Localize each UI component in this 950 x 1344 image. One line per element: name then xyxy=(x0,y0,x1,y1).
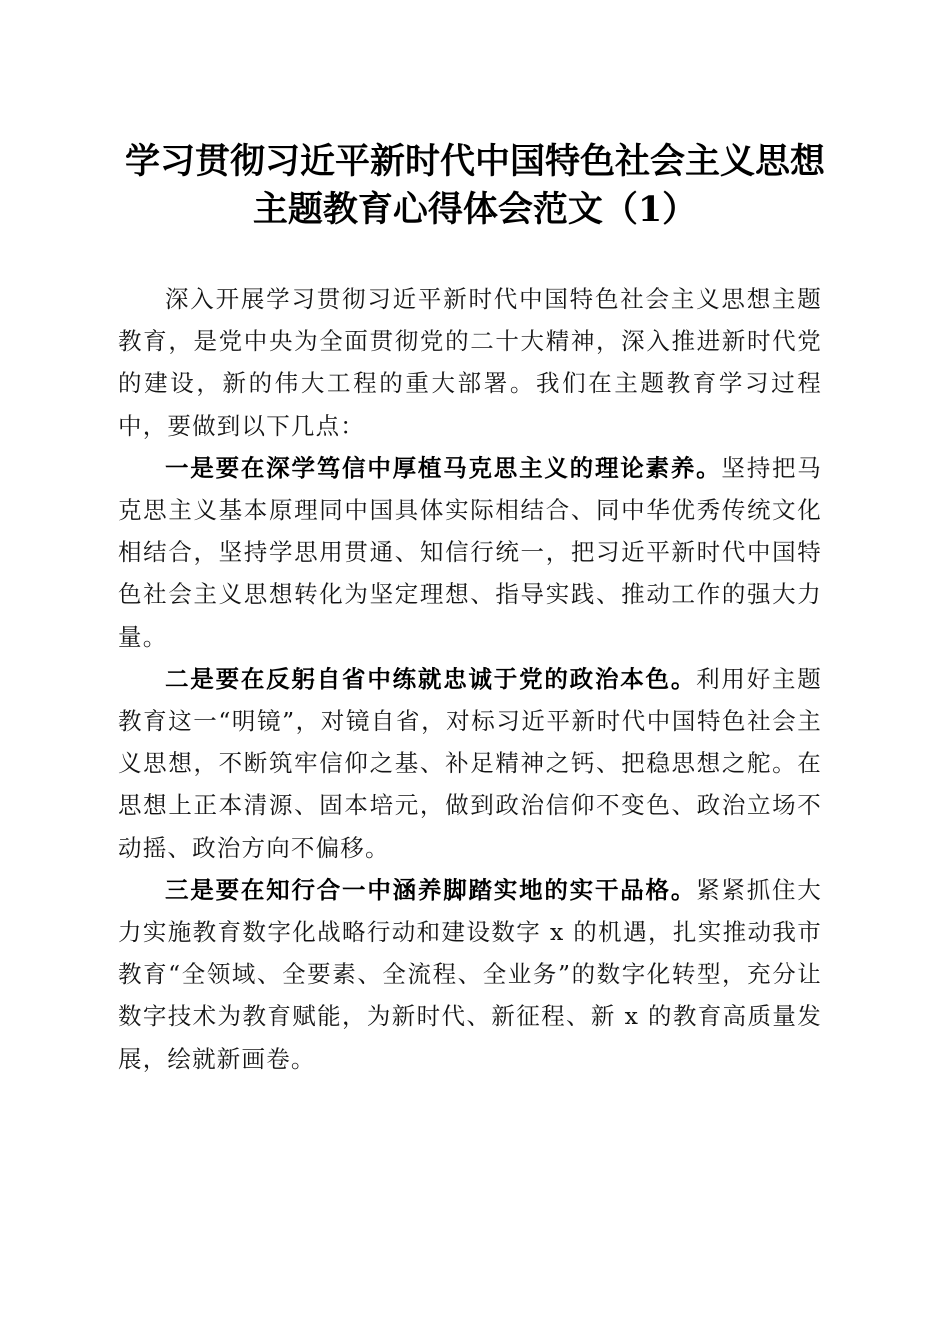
paragraph-lead: 三是要在知行合一中涵养脚踏实地的实干品格。 xyxy=(165,875,697,904)
paragraph-point-1 xyxy=(118,447,822,658)
paragraph-text: 利用好主题教育这一“明镜”，对镜自省，对标习近平新时代中国特色社会主义思想，不断筑牢信仰之基、补足精神之钙、把稳思想之舵。在思想上正本清源、固本培元，做到政治信仰不变色、政治立场不动摇、政治方向不偏移。 xyxy=(118,664,823,862)
paragraph-lead: 二是要在反躬自省中练就忠诚于党的政治本色。 xyxy=(165,664,697,693)
title-line-1: 学习贯彻习近平新时代中国特色社会主义思想 xyxy=(124,141,825,182)
paragraph-point-2 xyxy=(118,658,822,869)
paragraph-text: 坚持把马克思主义基本原理同中国具体实际相结合、同中华优秀传统文化相结合，坚持学思用贯通、知信行统一，把习近平新时代中国特色社会主义思想转化为坚定理想、指导实践、推动工作的强大力量。 xyxy=(118,453,822,651)
document-title xyxy=(100,138,850,234)
title-line-2: 主题教育心得体会范文（1） xyxy=(252,189,698,230)
paragraph-text: 紧紧抓住大力实施教育数字化战略行动和建设数字 x 的机遇，扎实推动我市教育“全领域、全要素、全流程、全业务”的数字化转型，充分让数字技术为教育赋能，为新时代、新征程、新 x 的教育高质量发展，绘就新画卷。 xyxy=(118,875,823,1073)
paragraph-intro xyxy=(118,278,822,447)
paragraph-lead: 一是要在深学笃信中厚植马克思主义的理论素养。 xyxy=(165,453,722,482)
document-body xyxy=(118,278,822,1080)
paragraph-text: 深入开展学习贯彻习近平新时代中国特色社会主义思想主题教育，是党中央为全面贯彻党的二十大精神，深入推进新时代党的建设，新的伟大工程的重大部署。我们在主题教育学习过程中，要做到以下几点： xyxy=(118,285,822,440)
paragraph-point-3 xyxy=(118,869,822,1080)
